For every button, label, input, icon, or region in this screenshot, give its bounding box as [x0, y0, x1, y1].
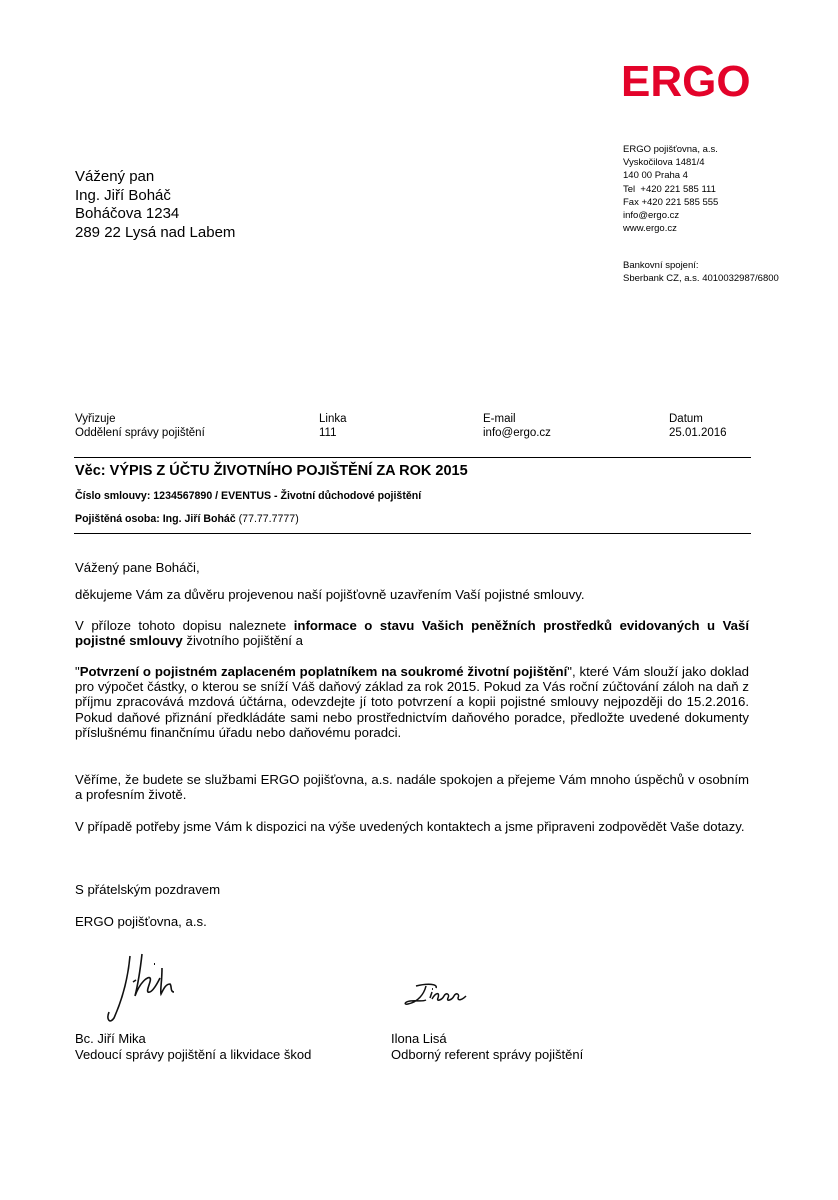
logo-text: ERGO — [621, 57, 751, 104]
paragraph-thanks — [75, 587, 749, 602]
sender-line: 140 00 Praha 4 — [623, 170, 688, 182]
signatory-name: Ilona Lisá — [391, 1031, 447, 1046]
sender-line: Tel +420 221 585 111 — [623, 183, 716, 195]
insured-id: (77.77.7777) — [235, 513, 299, 525]
company-signoff — [75, 914, 749, 929]
meta-label: E-mail — [483, 413, 516, 425]
recipient-line: Ing. Jiří Boháč — [75, 186, 171, 204]
signatory-title: Vedoucí správy pojištění a likvidace škod — [75, 1046, 312, 1062]
p3-open: " — [75, 664, 80, 679]
sender-line: Fax +420 221 585 555 — [623, 196, 719, 208]
divider-bottom — [74, 533, 751, 534]
insured-person — [75, 513, 299, 525]
paragraph-wishes — [75, 772, 749, 802]
bank-value: Sberbank CZ, a.s. 4010032987/6800 — [623, 273, 779, 285]
sender-email: info@ergo.cz — [623, 210, 680, 222]
meta-line — [319, 412, 347, 440]
salutation — [75, 560, 749, 575]
signatory-lisa — [391, 1031, 583, 1062]
paragraph-attachment — [75, 618, 749, 648]
p3-bold: Potvrzení o pojistném zaplaceném poplatníkem na soukromé životní pojištění — [79, 664, 568, 679]
recipient-line: 289 22 Lysá nad Labem — [75, 223, 236, 241]
meta-date — [669, 412, 727, 440]
meta-email — [483, 412, 551, 440]
closing-text: S přátelským pozdravem — [75, 882, 221, 897]
p2-pre: V příloze tohoto dopisu naleznete — [75, 618, 294, 633]
recipient-address — [75, 168, 235, 242]
p3-rest: ", které Vám slouží jako doklad pro výpočet částky, o kterou se sníží Váš daňový základ za rok 2015. Pokud za Vás roční zúčtování záloh na daň z příjmu zpracovává mzdová účtárna, odevzdejte jí toto potvrzení a kopii pojistné smlouvy nejpozději do 15.2.2016. Pokud daňové přiznání předkládáte sami nebo prostřednictvím daňového poradce, předložte uvedené dokumenty příslušnému finančnímu úřadu nebo daňovému poradci. — [75, 664, 749, 740]
sender-line: ERGO pojišťovna, a.s. — [623, 144, 718, 155]
paragraph-contact — [75, 819, 749, 834]
paragraph-thanks-text: děkujeme Vám za důvěru projevenou naší pojišťovně uzavřením Vaší pojistné smlouvy. — [75, 587, 585, 602]
meta-value: Oddělení správy pojištění — [75, 427, 205, 439]
meta-value: 111 — [319, 427, 337, 439]
salutation-text: Vážený pane Boháči, — [75, 560, 200, 575]
signatory-mika — [75, 1031, 311, 1062]
meta-value: info@ergo.cz — [483, 427, 551, 439]
subject-line: Věc: VÝPIS Z ÚČTU ŽIVOTNÍHO POJIŠTĚNÍ ZA ROK 2015 — [75, 463, 468, 479]
paragraph-wishes-text: Věříme, že budete se službami ERGO pojišťovna, a.s. nadále spokojen a přejeme Vám mnoho úspěchů v osobním a profesním životě. — [75, 772, 749, 803]
paragraph-contact-text: V případě potřeby jsme Vám k dispozici na výše uvedených kontaktech a jsme připraveni zodpovědět Vaše dotazy. — [75, 819, 745, 834]
meta-label: Vyřizuje — [75, 413, 116, 425]
ergo-logo — [621, 56, 751, 104]
bank-label: Bankovní spojení: — [623, 260, 699, 271]
p2-post: životního pojištění a — [182, 633, 303, 649]
signatory-title: Odborný referent správy pojištění — [391, 1046, 584, 1062]
meta-value: 25.01.2016 — [669, 427, 727, 439]
insured-label: Pojištěná osoba: Ing. Jiří Boháč — [75, 513, 236, 525]
closing — [75, 882, 749, 897]
signatory-name: Bc. Jiří Mika — [75, 1031, 146, 1046]
company-signoff-text: ERGO pojišťovna, a.s. — [75, 914, 207, 929]
sender-address — [623, 143, 718, 235]
meta-label: Linka — [319, 413, 347, 425]
p2-bold: informace o stavu Vašich peněžních prostředků evidovaných u Vaší pojistné smlouvy — [75, 618, 750, 649]
contract-number: Číslo smlouvy: 1234567890 / EVENTUS - Životní důchodové pojištění — [75, 490, 422, 502]
sender-web: www.ergo.cz — [623, 223, 677, 235]
meta-label: Datum — [669, 413, 703, 425]
signature-lisa — [402, 980, 472, 1010]
divider-top — [74, 457, 751, 458]
signature-mika — [100, 948, 182, 1028]
sender-line: Vyskočilova 1481/4 — [623, 157, 705, 169]
meta-handler — [75, 412, 205, 440]
recipient-line: Boháčova 1234 — [75, 205, 180, 222]
recipient-line: Vážený pan — [75, 168, 155, 185]
paragraph-certificate — [75, 664, 749, 740]
bank-info — [623, 259, 779, 285]
